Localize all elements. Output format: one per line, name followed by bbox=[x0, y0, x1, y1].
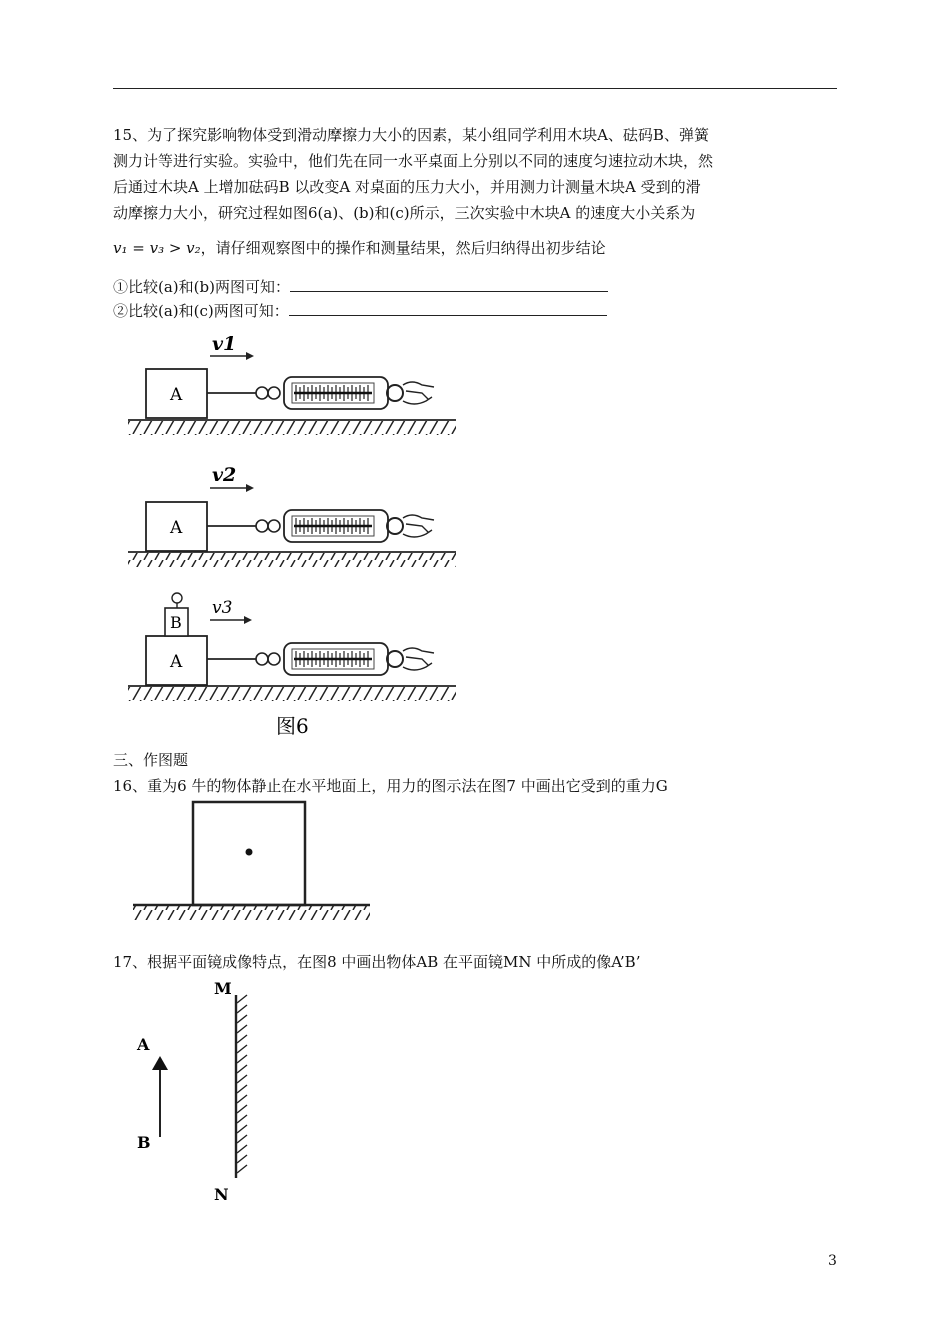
compare-ac-label: ②比较(a)和(c)两图可知： bbox=[113, 302, 289, 320]
figure-8 bbox=[152, 995, 247, 1178]
figure-7 bbox=[133, 802, 370, 920]
experiment-c bbox=[128, 593, 456, 701]
q15-line-1: 15、为了探究影响物体受到滑动摩擦力大小的因素，某小组同学利用木块A、砝码B、弹簧 bbox=[113, 126, 709, 144]
block-a-label: A bbox=[170, 518, 183, 538]
compare-ab-label: ①比较(a)和(b)两图可知： bbox=[113, 278, 290, 296]
page-number: 3 bbox=[828, 1253, 837, 1269]
velocity-label: v1 bbox=[212, 333, 237, 355]
velocity-label: v2 bbox=[212, 464, 237, 486]
label-n: N bbox=[214, 1185, 229, 1204]
block-b-label: B bbox=[170, 613, 182, 632]
block-a-label: A bbox=[170, 652, 183, 672]
q16-text: 16、重为6 牛的物体静止在水平地面上，用力的图示法在图7 中画出它受到的重力G bbox=[113, 777, 668, 795]
arrow-head bbox=[152, 1056, 168, 1070]
section-heading: 三、作图题 bbox=[113, 751, 189, 769]
velocity-relation: v₁ = v₃ > v₂ bbox=[113, 239, 201, 257]
q15-line-4: 动摩擦力大小，研究过程如图6(a)、(b)和(c)所示，三次实验中木块A 的速度大小关系为 bbox=[113, 204, 696, 222]
label-a: A bbox=[137, 1035, 150, 1054]
velocity-label: v3 bbox=[212, 598, 233, 618]
q15-line-5-text: ，请仔细观察图中的操作和测量结果，然后归纳得出初步结论 bbox=[200, 239, 606, 257]
figure-6-caption: 图6 bbox=[276, 714, 309, 738]
q17-text: 17、根据平面镜成像特点，在图8 中画出物体AB 在平面镜MN 中所成的像A’B’ bbox=[113, 953, 641, 971]
q15-line-2: 测力计等进行实验。实验中，他们先在同一水平桌面上分别以不同的速度匀速拉动木块，然 bbox=[113, 152, 714, 170]
block-a-label: A bbox=[170, 385, 183, 405]
label-m: M bbox=[214, 979, 232, 998]
center-point bbox=[246, 849, 253, 856]
label-b: B bbox=[137, 1133, 151, 1152]
q15-line-3: 后通过木块A 上增加砝码B 以改变A 对桌面的压力大小，并用测力计测量木块A 受到的滑 bbox=[113, 178, 701, 196]
